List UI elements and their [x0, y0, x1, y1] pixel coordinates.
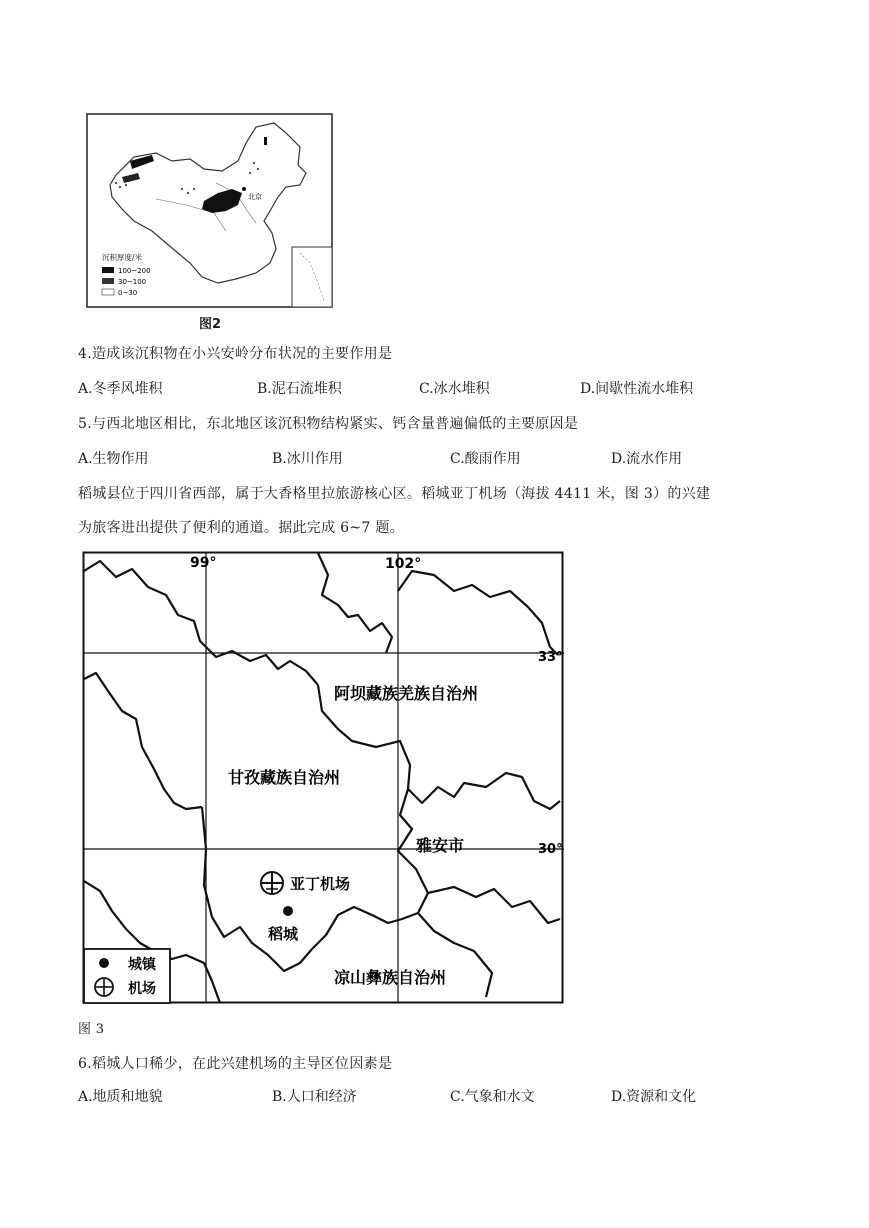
legend-swatch-dotted	[102, 289, 114, 295]
fig2-legend-item-2: 30~100	[118, 278, 147, 286]
passage-line-1: 稻城县位于四川省西部，属于大香格里拉旅游核心区。稻城亚丁机场（海拔 4411 米，图 3）的兴建	[78, 486, 711, 502]
legend-swatch-mid	[102, 278, 114, 284]
fig2-legend-title: 沉积厚度/米	[102, 253, 143, 262]
q4-option-a: A.冬季风堆积	[78, 381, 163, 397]
q6-stem: 6.稻城人口稀少，在此兴建机场的主导区位因素是	[78, 1056, 393, 1072]
fig3-caption: 图 3	[78, 1022, 105, 1037]
region-yaan: 雅安市	[416, 836, 465, 855]
q4-option-c: C.冰水堆积	[419, 381, 490, 397]
q6-option-b: B.人口和经济	[272, 1089, 357, 1105]
lon-label-99: 99°	[190, 555, 217, 571]
region-aba: 阿坝藏族羌族自治州	[334, 684, 479, 703]
legend-airport-label: 机场	[128, 981, 156, 997]
q6-option-a: A.地质和地貌	[78, 1089, 163, 1105]
legend-swatch-thick	[102, 267, 114, 273]
q5-option-a: A.生物作用	[78, 451, 149, 467]
q5-option-d: D.流水作用	[611, 451, 683, 467]
legend-town-label: 城镇	[128, 957, 156, 973]
q4-stem: 4.造成该沉积物在小兴安岭分布状况的主要作用是	[78, 346, 393, 362]
china-sediment-map	[86, 113, 334, 309]
q6-option-c: C.气象和水文	[450, 1089, 535, 1105]
town-label: 稻城	[268, 925, 299, 943]
q4-option-b: B.泥石流堆积	[257, 381, 342, 397]
q5-stem: 5.与西北地区相比，东北地区该沉积物结构紧实、钙含量普遍偏低的主要原因是	[78, 416, 579, 432]
airport-icon	[261, 872, 283, 894]
legend-town-icon	[99, 958, 109, 968]
q5-option-c: C.酸雨作用	[450, 451, 521, 467]
fig3-legend-box	[84, 949, 170, 1003]
beijing-label: 北京	[248, 193, 262, 201]
lat-label-33: 33°	[538, 650, 563, 665]
legend-airport-icon	[95, 978, 113, 996]
fig2-legend-item-3: 0~30	[118, 289, 138, 297]
lat-label-30: 30°	[538, 842, 563, 857]
passage-line-2: 为旅客进出提供了便利的通道。据此完成 6~7 题。	[78, 520, 404, 536]
figure-2	[86, 113, 334, 309]
region-liangshan: 凉山彝族自治州	[334, 968, 447, 987]
q4-option-d: D.间歇性流水堆积	[580, 381, 694, 397]
town-dot	[283, 906, 293, 916]
fig2-legend-item-1: 100~200	[118, 267, 151, 275]
daocheng-map	[82, 551, 566, 1005]
q5-option-b: B.冰川作用	[272, 451, 343, 467]
airport-label: 亚丁机场	[290, 875, 351, 893]
region-ganzi: 甘孜藏族自治州	[228, 768, 341, 787]
q6-option-d: D.资源和文化	[611, 1089, 697, 1105]
lon-label-102: 102°	[385, 556, 422, 572]
figure-3	[82, 551, 566, 1005]
fig2-caption: 图2	[199, 317, 222, 332]
